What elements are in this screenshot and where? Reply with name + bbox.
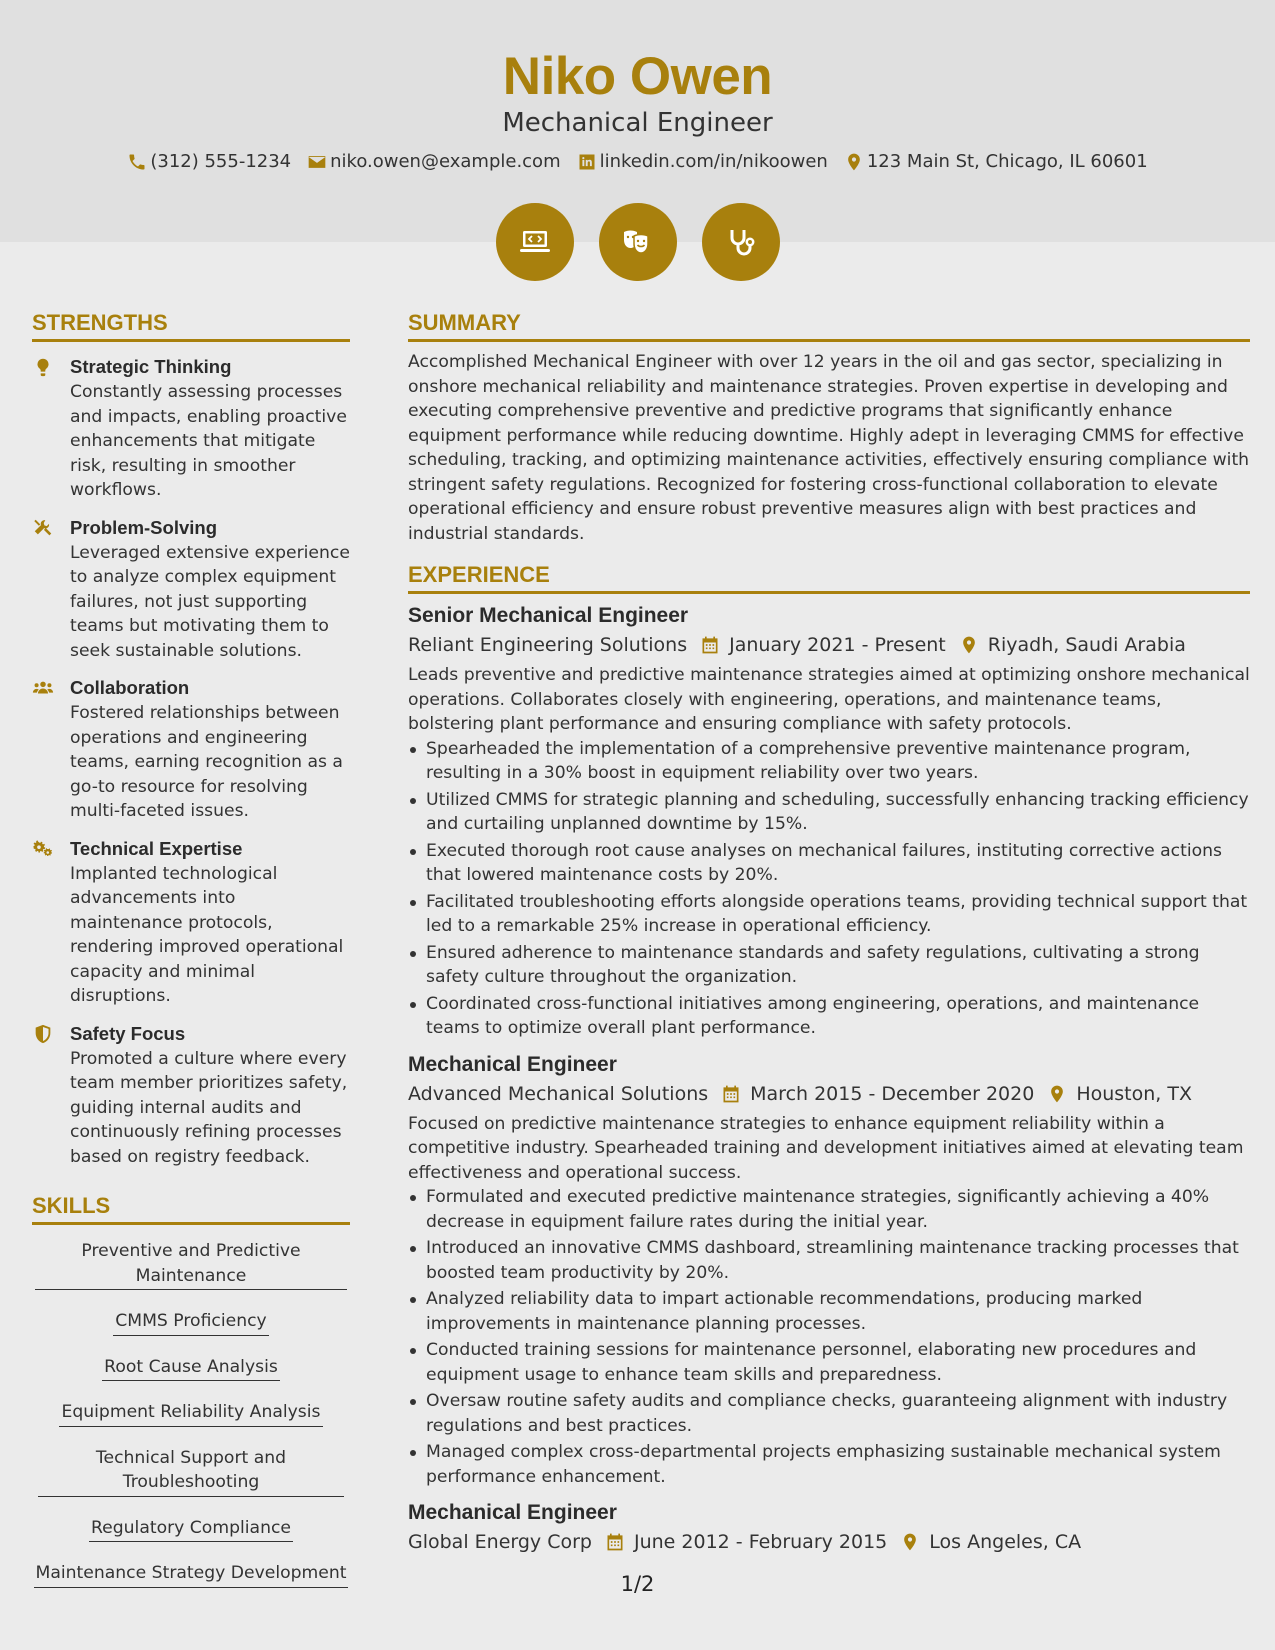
job-bullet: Conducted training sessions for maintenance personnel, elaborating new procedures and equipment usage to enhance team skills and preparedness. xyxy=(408,1338,1250,1387)
job-bullet: Formulated and executed predictive maintenance strategies, significantly achieving a 40% decrease in equipment failure rates during the initial year. xyxy=(408,1185,1250,1234)
strength-desc: Implanted technological advancements into maintenance protocols, rendering improved operational capacity and minimal disruptions. xyxy=(70,863,344,1006)
skills-list xyxy=(32,1239,350,1588)
contact-email[interactable] xyxy=(307,151,560,172)
job-bullet: Oversaw routine safety audits and compliance checks, guaranteeing alignment with industry regulations and best practices. xyxy=(408,1389,1250,1438)
skill-item: Maintenance Strategy Development xyxy=(32,1561,350,1588)
job-title: Senior Mechanical Engineer xyxy=(408,604,689,627)
strength-title: Safety Focus xyxy=(70,1022,186,1044)
job-location: Riyadh, Saudi Arabia xyxy=(987,634,1186,656)
job-dates: June 2012 - February 2015 xyxy=(633,1531,888,1553)
strength-item xyxy=(32,836,350,1009)
skill-item: Root Cause Analysis xyxy=(32,1355,350,1382)
job-entry xyxy=(408,1051,1250,1490)
skills-heading: SKILLS xyxy=(32,1193,350,1225)
job-bullet: Analyzed reliability data to impart actionable recommendations, producing marked improvements in maintenance planning processes. xyxy=(408,1287,1250,1336)
strength-title: Problem-Solving xyxy=(70,516,217,538)
page-number: 1/2 xyxy=(620,1572,655,1596)
map-marker-icon xyxy=(1047,1084,1067,1104)
strength-desc: Promoted a culture where every team member prioritizes safety, guiding internal audits and continuously refining processes based on registry feedback. xyxy=(70,1048,348,1167)
lightbulb-icon xyxy=(32,356,54,378)
skill-item: Technical Support and Troubleshooting xyxy=(32,1446,350,1497)
calendar-icon xyxy=(605,1532,625,1552)
linkedin-icon xyxy=(577,152,597,172)
map-marker-icon xyxy=(959,635,979,655)
phone-text: (312) 555-1234 xyxy=(150,151,292,172)
badge-masks xyxy=(599,203,677,281)
strengths-heading: STRENGTHS xyxy=(32,310,350,342)
skill-item: Equipment Reliability Analysis xyxy=(32,1400,350,1427)
job-title: Mechanical Engineer xyxy=(408,1052,617,1076)
job-meta xyxy=(408,1527,1250,1557)
job-entry xyxy=(408,602,1250,1041)
job-dates: March 2015 - December 2020 xyxy=(750,1082,1035,1105)
job-bullet: Spearheaded the implementation of a comprehensive preventive maintenance program, resulting in a 30% boost in equipment reliability over two years. xyxy=(408,737,1250,786)
stethoscope-icon xyxy=(721,222,761,262)
linkedin-text: linkedin.com/in/nikoowen xyxy=(599,151,828,172)
contact-linkedin[interactable] xyxy=(577,151,828,172)
strength-item xyxy=(32,675,350,824)
job-bullet: Coordinated cross-functional initiatives among engineering, operations, and maintenance teams to optimize overall plant performance. xyxy=(408,992,1250,1041)
strength-desc: Leveraged extensive experience to analyze complex equipment failures, not just supporting teams but motivating them to seek sustainable solutions. xyxy=(70,542,350,661)
job-bullet: Utilized CMMS for strategic planning and scheduling, successfully enhancing tracking efficiency and curtailing unplanned downtime by 15%. xyxy=(408,788,1250,837)
job-meta xyxy=(408,630,1250,660)
map-marker-icon xyxy=(844,152,864,172)
candidate-name: Niko Owen xyxy=(502,47,773,106)
job-desc: Leads preventive and predictive maintenance strategies aimed at optimizing onshore mechanical operations. Collaborates closely with engineering, operations, and maintenance teams, bolstering plant performance and ensuring compliance with safety protocols. xyxy=(408,665,1250,734)
skill-item: Preventive and Predictive Maintenance xyxy=(32,1239,350,1290)
job-bullet: Executed thorough root cause analyses on mechanical failures, instituting corrective actions that lowered maintenance costs by 20%. xyxy=(408,839,1250,888)
experience-heading: EXPERIENCE xyxy=(408,562,1250,594)
contact-phone[interactable] xyxy=(127,151,291,172)
job-bullet: Managed complex cross-departmental projects emphasizing sustainable mechanical system performance enhancement. xyxy=(408,1440,1250,1489)
phone-icon xyxy=(127,152,147,172)
email-text: niko.owen@example.com xyxy=(330,151,561,172)
job-bullets xyxy=(408,1185,1250,1489)
strength-title: Technical Expertise xyxy=(70,837,243,859)
map-marker-icon xyxy=(900,1532,920,1552)
tools-icon xyxy=(32,517,54,539)
job-meta xyxy=(408,1079,1250,1109)
job-desc: Focused on predictive maintenance strategies to enhance equipment reliability within a competitive industry. Spearheaded training and development initiatives aimed at elevating team effectiveness and operational success. xyxy=(408,1113,1244,1183)
job-company: Global Energy Corp xyxy=(408,1531,592,1553)
contact-bar xyxy=(0,151,1275,172)
masks-theater-icon xyxy=(618,222,658,262)
summary-heading: SUMMARY xyxy=(408,310,1250,342)
strength-item xyxy=(32,1021,350,1170)
job-title: Mechanical Engineer xyxy=(408,1501,617,1524)
strength-title: Collaboration xyxy=(70,677,190,698)
contact-address xyxy=(844,151,1148,172)
shield-icon xyxy=(32,1023,54,1045)
badge-row xyxy=(0,203,1275,281)
gears-icon xyxy=(32,838,54,860)
candidate-title: Mechanical Engineer xyxy=(502,108,773,138)
strength-item xyxy=(32,515,350,664)
job-bullets xyxy=(408,737,1250,1041)
job-company: Advanced Mechanical Solutions xyxy=(408,1082,709,1105)
right-column xyxy=(408,310,1250,1557)
job-bullet: Facilitated troubleshooting efforts alongside operations teams, providing technical support that led to a remarkable 25% increase in operational efficiency. xyxy=(408,890,1250,939)
strength-item xyxy=(32,354,350,503)
job-dates: January 2021 - Present xyxy=(729,634,946,656)
summary-text: Accomplished Mechanical Engineer with over 12 years in the oil and gas sector, specializing in onshore mechanical reliability and maintenance strategies. Proven expertise in developing and executing comprehensive preventive and predictive programs that significantly enhance equipment performance while reducing downtime. Highly adept in leveraging CMMS for effective scheduling, tracking, and optimizing maintenance activities, effectively ensuring compliance with stringent safety regulations. Recognized for fostering cross-functional collaboration to elevate operational efficiency and ensure robust preventive measures align with best practices and industrial standards. xyxy=(408,352,1250,544)
calendar-icon xyxy=(721,1084,741,1104)
strength-title: Strategic Thinking xyxy=(70,356,232,377)
job-entry xyxy=(408,1499,1250,1557)
job-bullet: Introduced an innovative CMMS dashboard, streamlining maintenance tracking processes that boosted team productivity by 20%. xyxy=(408,1236,1250,1285)
job-location: Los Angeles, CA xyxy=(929,1531,1082,1553)
job-bullet: Ensured adherence to maintenance standards and safety regulations, cultivating a strong safety culture throughout the organization. xyxy=(408,941,1250,990)
skill-item: Regulatory Compliance xyxy=(32,1516,350,1543)
address-text: 123 Main St, Chicago, IL 60601 xyxy=(866,151,1148,172)
strength-desc: Fostered relationships between operations and engineering teams, earning recognition as a go-to resource for resolving multi-faceted issues. xyxy=(70,703,343,821)
job-location: Houston, TX xyxy=(1076,1082,1192,1105)
laptop-code-icon xyxy=(515,222,555,262)
skill-item: CMMS Proficiency xyxy=(32,1309,350,1336)
envelope-icon xyxy=(307,152,327,172)
users-icon xyxy=(32,677,54,699)
job-company: Reliant Engineering Solutions xyxy=(408,634,688,656)
calendar-icon xyxy=(700,635,720,655)
left-column xyxy=(32,310,350,1588)
badge-laptop xyxy=(496,203,574,281)
strength-desc: Constantly assessing processes and impacts, enabling proactive enhancements that mitigate risk, resulting in smoother workflows. xyxy=(70,382,347,500)
badge-stethoscope xyxy=(702,203,780,281)
